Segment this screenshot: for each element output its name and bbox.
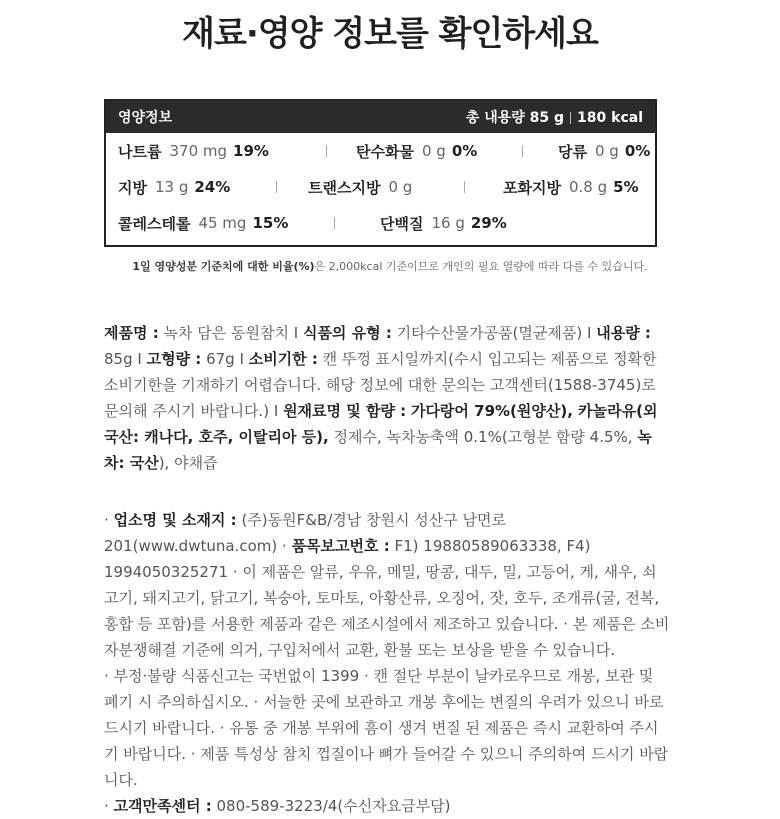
bullet: · — [104, 797, 109, 815]
total-volume: 총 내용량 85 g — [465, 110, 565, 126]
nutrient-amount: 0 g — [594, 142, 619, 160]
exchange-notice: 본 제품은 소비자분쟁해결 기준에 의거, 구입처에서 교환, 환불 또는 보상을 받을 수 있습니다. — [104, 615, 670, 659]
product-name-label: 제품명 : — [104, 324, 159, 342]
nutrient-sodium — [118, 133, 269, 169]
caution-can: 캔 절단 부분이 날카로우므로 개봉, 보관 및 폐기 시 주의하십시오. — [104, 667, 654, 711]
bullet: · — [253, 693, 259, 711]
nutrient-cholesterol — [118, 205, 288, 241]
ingredients-main: 가다랑어 79%(원양산), 카놀라유(외국산: 캐나다, 호주, 이탈리아 등), — [104, 402, 658, 446]
divider — [334, 217, 335, 229]
ingredients-rest: 정제수, 녹차농축액 0.1%(고형분 함량 4.5%, — [333, 428, 633, 446]
nutrient-protein — [380, 205, 507, 241]
nutrition-header-label: 영양정보 — [118, 110, 173, 126]
nutrient-carbohydrate — [356, 133, 477, 169]
bullet: · — [104, 511, 109, 529]
nutrition-header — [106, 101, 655, 133]
caution-bone: 제품 특성상 참치 껍질이나 뼈가 들어갈 수 있으니 주의하여 드시기 바랍니다. — [104, 745, 669, 789]
nutrient-percent: 29% — [470, 214, 507, 232]
nutrient-amount: 16 g — [431, 214, 465, 232]
nutrient-saturated-fat — [503, 169, 639, 205]
nutrient-percent: 0% — [451, 142, 478, 160]
page-title: 재료·영양 정보를 확인하세요 — [182, 14, 598, 54]
nutrient-fat — [118, 169, 230, 205]
nutrient-label: 지방 — [118, 178, 147, 197]
nutrient-label: 포화지방 — [503, 178, 561, 197]
footnote-text: 은 2,000kcal 기준이므로 개인의 필요 열량에 따라 다를 수 있습니다. — [314, 260, 648, 273]
customer-center-label: 고객만족센터 : — [113, 797, 212, 815]
caution-storage: 서늘한 곳에 보관하고 개봉 후에는 변질의 우려가 있으니 바로 드시기 바랍니다. — [104, 693, 664, 737]
nutrient-amount: 0.8 g — [568, 178, 608, 196]
footnote-bold: 1일 영양성분 기준치에 대한 비율(%) — [132, 260, 315, 273]
nutrient-label: 탄수화물 — [356, 142, 414, 161]
ingredients-end: ), 야채즙 — [158, 454, 218, 472]
nutrient-percent: 5% — [613, 178, 639, 196]
report-number-value: F1) 19880589063338, F4) 1994050325271 — [104, 537, 591, 581]
nutrient-amount: 0 g — [388, 178, 413, 196]
solid-weight-label: 고형량 : — [146, 350, 202, 368]
nutrient-label: 당류 — [558, 142, 587, 161]
bullet: · — [190, 745, 196, 763]
ingredients-label: 원재료명 및 함량 : — [283, 402, 407, 420]
nutrient-percent: 19% — [233, 142, 269, 160]
tea-origin: 녹차: 국산 — [104, 428, 652, 472]
volume-value: 85g — [104, 350, 133, 368]
maker-label: 업소명 및 소재지 : — [113, 511, 237, 529]
separator: I — [137, 350, 142, 368]
nutrient-amount: 13 g — [154, 178, 189, 196]
customer-center-value: 080-589-3223/4(수신자요금부담) — [216, 797, 451, 815]
company-info — [104, 507, 670, 819]
divider — [276, 181, 277, 193]
nutrient-percent: 24% — [194, 178, 231, 196]
bullet: · — [363, 667, 369, 685]
separator: I — [587, 324, 592, 342]
nutrition-row — [106, 169, 655, 205]
report-hotline: 부정·불량 식품신고는 국번없이 1399 — [113, 667, 360, 685]
expiry-label: 소비기한 : — [248, 350, 318, 368]
nutrient-amount: 45 mg — [198, 214, 247, 232]
nutrient-amount: 0 g — [421, 142, 446, 160]
nutrient-percent: 15% — [252, 214, 289, 232]
bullet: · — [219, 719, 225, 737]
report-number-label: 품목보고번호 : — [291, 537, 390, 555]
bullet: · — [282, 537, 287, 555]
nutrition-row — [106, 205, 655, 241]
caution-damage: 유통 중 개봉 부위에 흠이 생겨 변질 된 제품은 즉시 교환하여 주시기 바랍니다. — [104, 719, 659, 763]
solid-weight-value: 67g — [206, 350, 235, 368]
nutrient-percent: 0% — [624, 142, 651, 160]
nutrient-trans-fat — [308, 169, 418, 205]
nutrient-sugar — [558, 133, 650, 169]
bullet: · — [104, 667, 109, 685]
nutrition-table — [104, 99, 657, 247]
nutrition-totals — [466, 107, 643, 127]
allergy-notice: 이 제품은 알류, 우유, 메밀, 땅콩, 대두, 밀, 고등어, 게, 새우, 쇠고기, 돼지고기, 닭고기, 복숭아, 토마토, 아황산류, 오징어, 잣, 호두, 조개류(굴, 전복, 홍합 등 포함)를 서용한 제품과 같은 제조시설에서 제조하고 있습니다. — [104, 563, 660, 633]
bullet: · — [232, 563, 238, 581]
separator: I — [273, 402, 279, 420]
bullet: · — [563, 615, 569, 633]
nutrient-label: 콜레스테롤 — [118, 214, 191, 233]
total-kcal: 180 kcal — [577, 110, 643, 126]
nutrient-amount: 370 mg — [169, 142, 228, 160]
nutrient-label: 트랜스지방 — [308, 178, 381, 197]
nutrition-footnote — [0, 258, 780, 274]
separator: I — [293, 324, 299, 342]
divider — [464, 181, 465, 193]
nutrition-row — [106, 133, 655, 169]
food-type-value: 기타수산물가공품(멸균제품) — [396, 324, 583, 342]
nutrient-label: 나트륨 — [118, 142, 162, 161]
nutrient-label: 단백질 — [380, 214, 424, 233]
divider — [570, 112, 571, 124]
expiry-value: 캔 뚜껑 표시일까지(수시 입고되는 제품으로 정확한 소비기한을 기재하기 어렵습니다. 해당 정보에 대한 문의는 고객센터(1588-3745)로 문의해 주시기 바랍니다.) — [104, 350, 657, 420]
divider — [522, 145, 523, 157]
separator: I — [239, 350, 244, 368]
food-type-label: 식품의 유형 : — [302, 324, 392, 342]
product-info — [104, 320, 670, 476]
divider — [326, 145, 327, 157]
volume-label: 내용량 : — [596, 324, 651, 342]
maker-value: (주)동원F&B/경남 창원시 성산구 남면로 201(www.dwtuna.com) — [104, 511, 506, 555]
product-name-value: 녹차 담은 동원참치 — [163, 324, 289, 342]
